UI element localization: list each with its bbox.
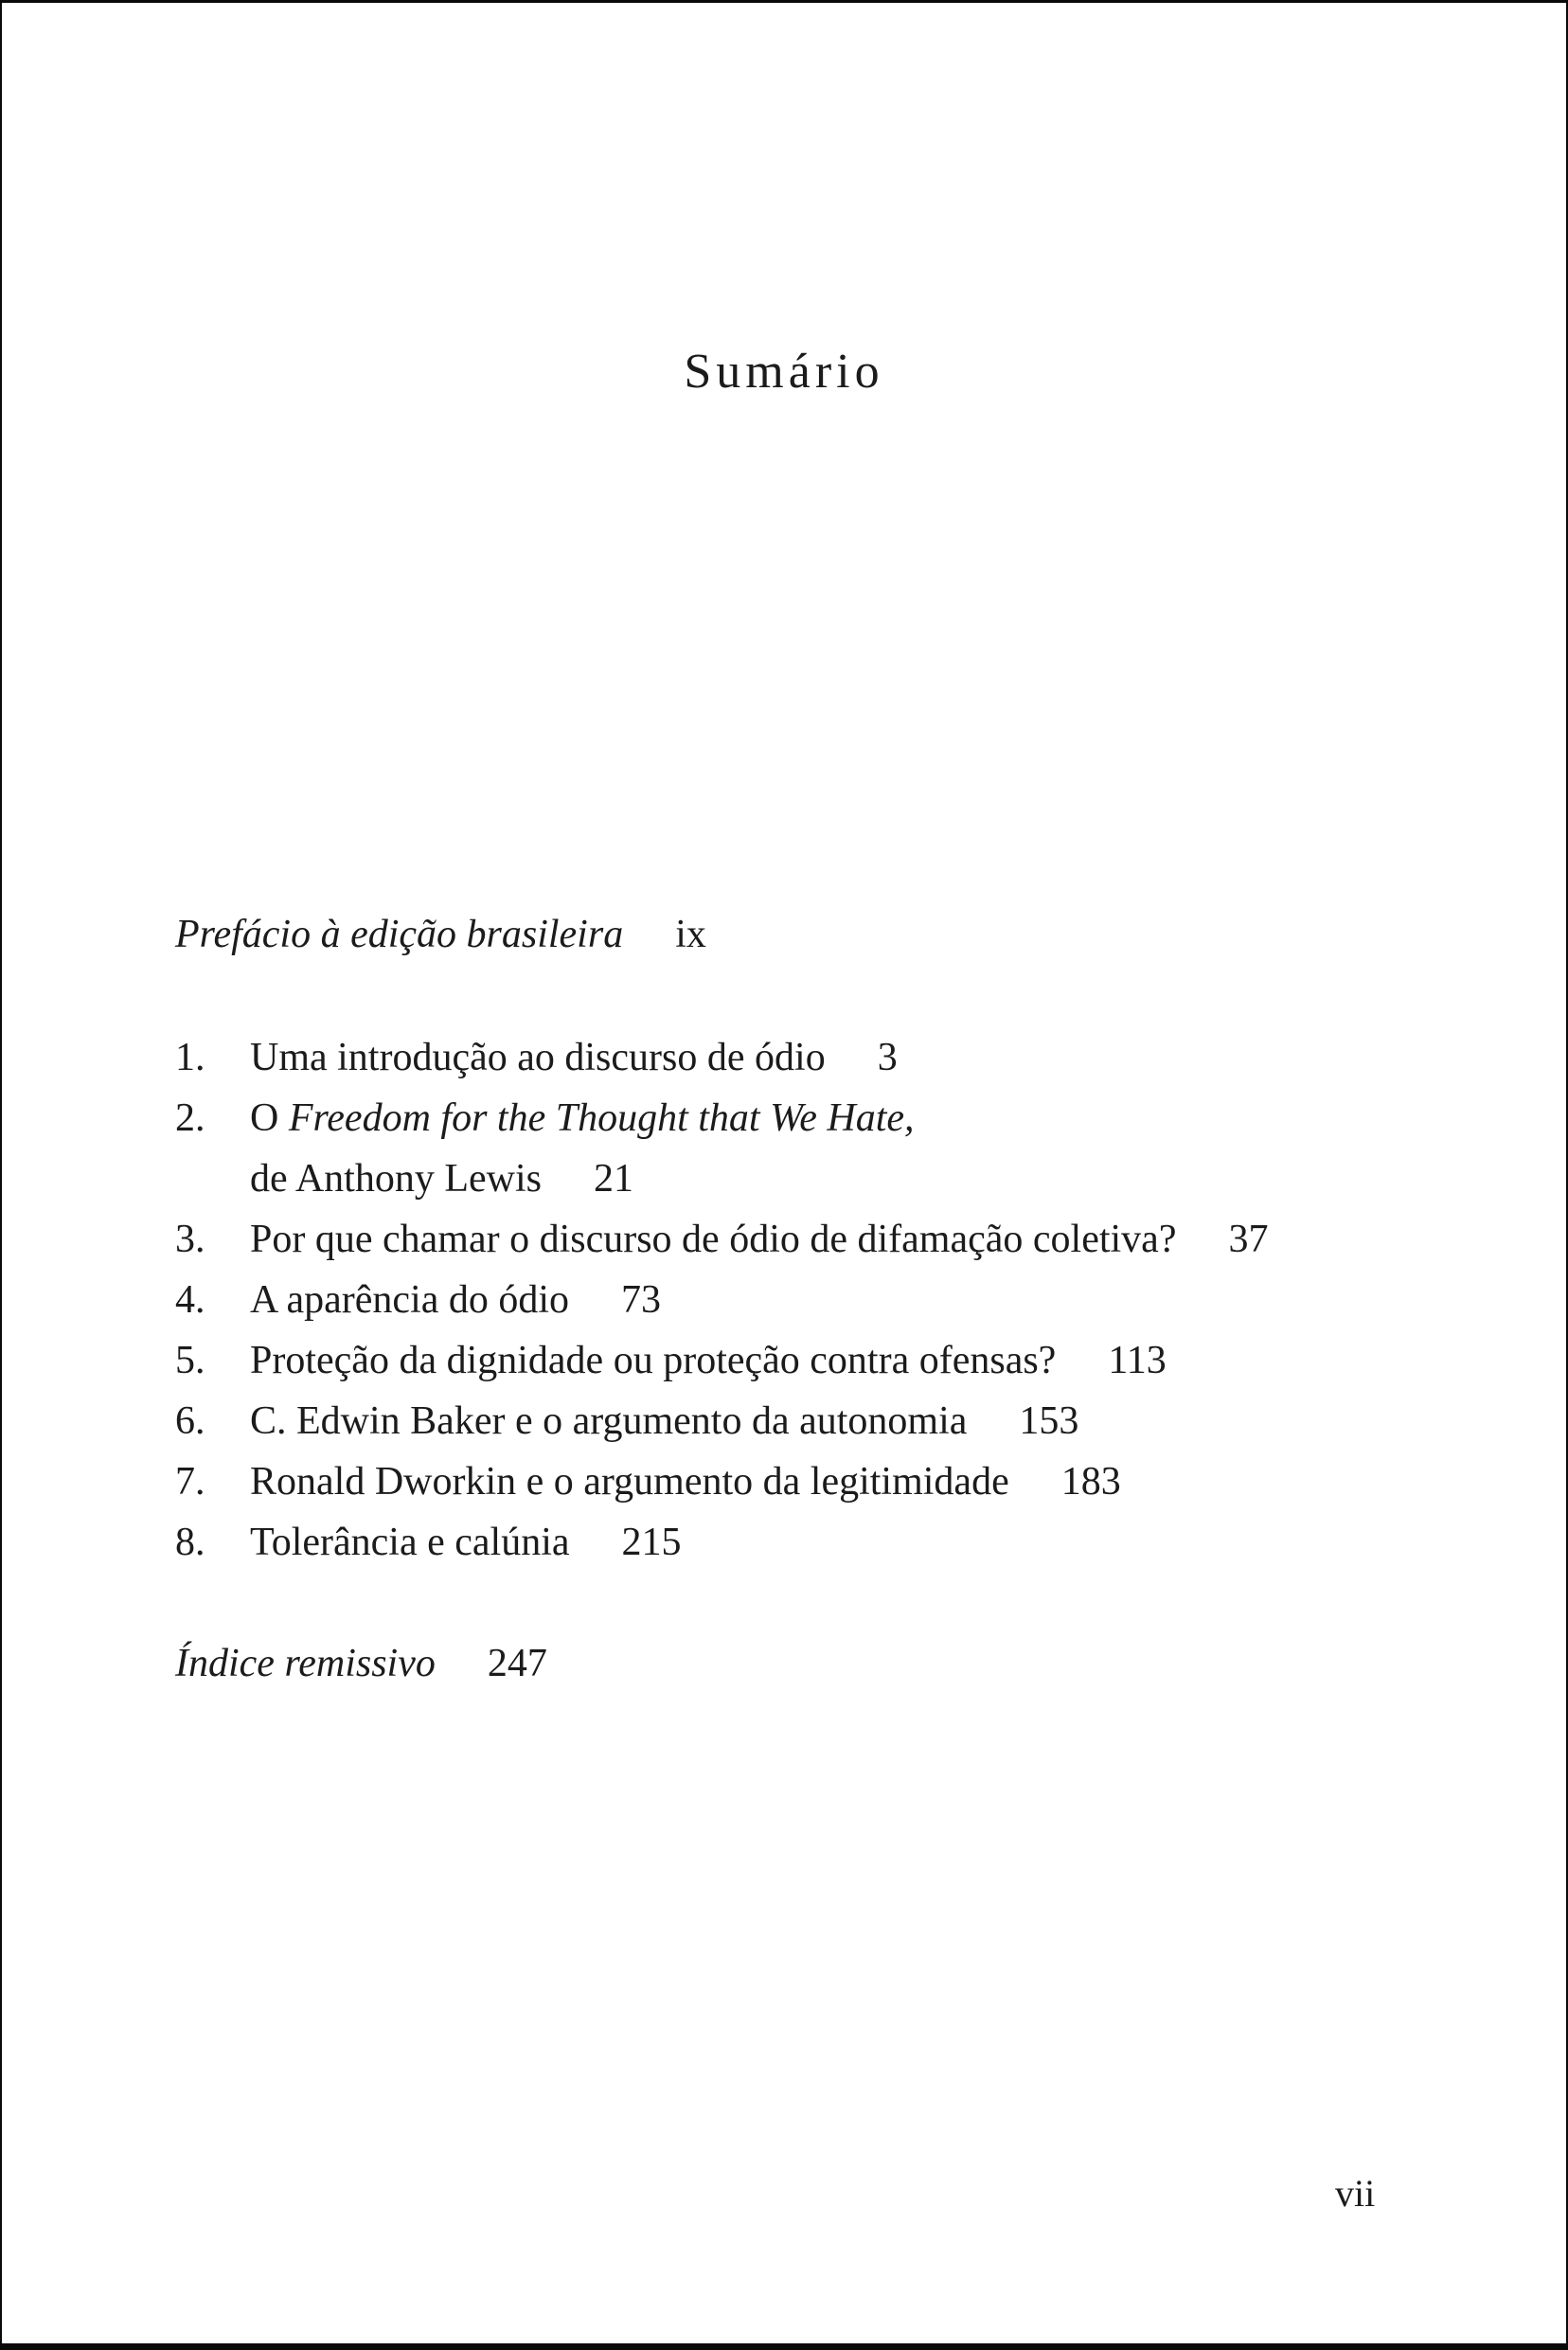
toc-entry-page: 73 <box>621 1278 662 1322</box>
toc-entry-3 <box>175 1209 1420 1270</box>
toc-entry-4 <box>175 1270 1420 1330</box>
toc-entry-page: ix <box>675 913 706 956</box>
toc-entry-number: 2. <box>175 1096 205 1140</box>
toc-entry-page: 21 <box>593 1157 633 1201</box>
toc-entry-page: 37 <box>1228 1218 1269 1261</box>
toc-entry-label-continuation <box>250 1148 1420 1209</box>
table-of-contents <box>175 904 1420 1694</box>
toc-entry-label: Ronald Dworkin e o argumento da legitimidade <box>250 1460 1009 1504</box>
toc-entry-label-prefix: O <box>250 1096 289 1140</box>
toc-entry-label: Proteção da dignidade ou proteção contra ofensas? <box>250 1339 1057 1382</box>
toc-entry-1 <box>175 1027 1420 1088</box>
toc-entry-page: 153 <box>1019 1399 1079 1443</box>
toc-entry-page: 215 <box>621 1521 682 1564</box>
toc-entry-page: 247 <box>487 1642 547 1685</box>
toc-entry-page: 113 <box>1108 1339 1167 1382</box>
toc-entry-number: 6. <box>175 1399 205 1443</box>
toc-entry-number: 3. <box>175 1218 205 1261</box>
toc-entry-label: Uma introdução ao discurso de ódio <box>250 1036 826 1079</box>
toc-entry-preface <box>175 904 1420 965</box>
toc-entry-label: C. Edwin Baker e o argumento da autonomia <box>250 1399 968 1443</box>
toc-entry-label-title: Freedom for the Thought that We Hate, <box>288 1096 915 1140</box>
folio-page-number: vii <box>1335 2172 1376 2215</box>
toc-entry-label: Por que chamar o discurso de ódio de difamação coletiva? <box>250 1218 1177 1261</box>
toc-entry-6 <box>175 1391 1420 1451</box>
toc-entry-8 <box>175 1512 1420 1573</box>
toc-entry-label: Tolerância e calúnia <box>250 1521 570 1564</box>
toc-entry-label-line2: de Anthony Lewis <box>250 1157 542 1201</box>
toc-entry-page: 183 <box>1060 1460 1121 1504</box>
toc-entry-label: Prefácio à edição brasileira <box>175 913 624 956</box>
toc-entry-2 <box>175 1088 1420 1209</box>
toc-entry-label <box>250 1088 1420 1148</box>
toc-entry-5 <box>175 1330 1420 1391</box>
toc-entry-label: A aparência do ódio <box>250 1278 570 1322</box>
toc-entry-number: 1. <box>175 1036 205 1079</box>
toc-entry-index <box>175 1633 1420 1694</box>
page-title: Sumário <box>684 345 884 399</box>
toc-entry-page: 3 <box>877 1036 898 1079</box>
toc-entry-label: Índice remissivo <box>175 1642 436 1685</box>
toc-entry-number: 8. <box>175 1521 205 1564</box>
toc-entry-number: 5. <box>175 1339 205 1382</box>
toc-entry-7 <box>175 1451 1420 1512</box>
toc-entry-number: 7. <box>175 1460 205 1504</box>
toc-entry-number: 4. <box>175 1278 205 1322</box>
